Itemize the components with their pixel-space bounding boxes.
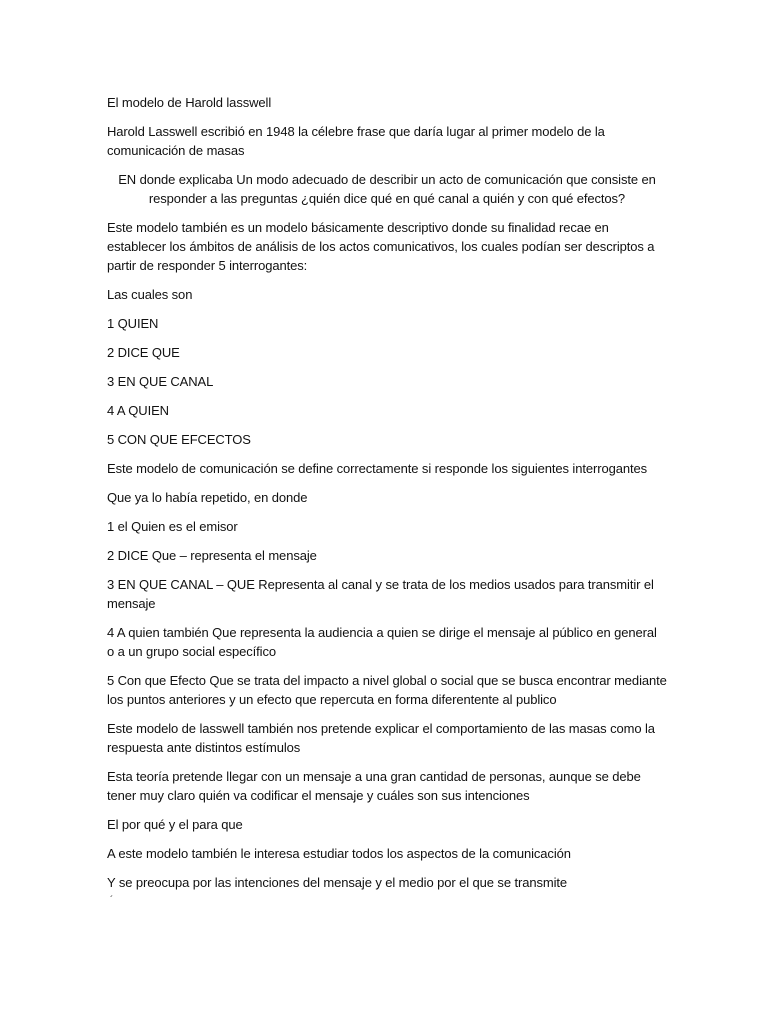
explanation-item-mensaje: 2 DICE Que – representa el mensaje [107, 548, 317, 563]
list-item-efectos: 5 CON QUE EFCECTOS [107, 432, 251, 447]
paragraph-intenciones: Y se preocupa por las intenciones del mensaje y el medio por el que se transmite [107, 875, 568, 890]
paragraph-quote: EN donde explicaba Un modo adecuado de describir un acto de comunicación que consiste en responder a las preguntas ¿quién dice qué en qué canal a quién y con qué efectos? [118, 172, 656, 206]
list-item-quien: 1 QUIEN [107, 316, 159, 331]
paragraph-repeat: Que ya lo había repetido, en donde [107, 490, 308, 505]
paragraph-definition: Este modelo de comunicación se define correctamente si responde los siguientes interrogantes [107, 461, 648, 476]
list-item-canal: 3 EN QUE CANAL [107, 374, 214, 389]
explanation-item-efecto: 5 Con que Efecto Que se trata del impacto a nivel global o social que se busca encontrar mediante los puntos anteriores y un efecto que repercuta en forma diferentente al publico [107, 673, 667, 707]
paragraph-aspectos: A este modelo también le interesa estudiar todos los aspectos de la comunicación [107, 846, 571, 861]
paragraph-list-intro: Las cuales son [107, 287, 193, 302]
explanation-item-canal: 3 EN QUE CANAL – QUE Representa al canal y se trata de los medios usados para transmitir el mensaje [107, 577, 654, 611]
paragraph-intro: Harold Lasswell escribió en 1948 la célebre frase que daría lugar al primer modelo de la comunicación de masas [107, 124, 605, 158]
list-item-a-quien: 4 A QUIEN [107, 403, 169, 418]
paragraph-masas: Este modelo de lasswell también nos pretende explicar el comportamiento de las masas como la respuesta ante distintos estímulos [107, 721, 655, 755]
explanation-item-audiencia: 4 A quien también Que representa la audiencia a quien se dirige el mensaje al público en general o a un grupo social específico [107, 625, 657, 659]
stray-accent-mark: ´ [110, 895, 114, 906]
paragraph-teoria: Esta teoría pretende llegar con un mensaje a una gran cantidad de personas, aunque se debe tener muy claro quién va codificar el mensaje y cuáles son sus intenciones [107, 769, 641, 803]
paragraph-por-que: El por qué y el para que [107, 817, 243, 832]
paragraph-descriptive: Este modelo también es un modelo básicamente descriptivo donde su finalidad recae en establecer los ámbitos de análisis de los actos comunicativos, los cuales podían ser descriptos a partir de responder 5 interrogantes: [107, 220, 655, 273]
explanation-item-emisor: 1 el Quien es el emisor [107, 519, 238, 534]
document-title: El modelo de Harold lasswell [107, 95, 272, 110]
list-item-dice-que: 2 DICE QUE [107, 345, 180, 360]
document-body [107, 93, 667, 892]
